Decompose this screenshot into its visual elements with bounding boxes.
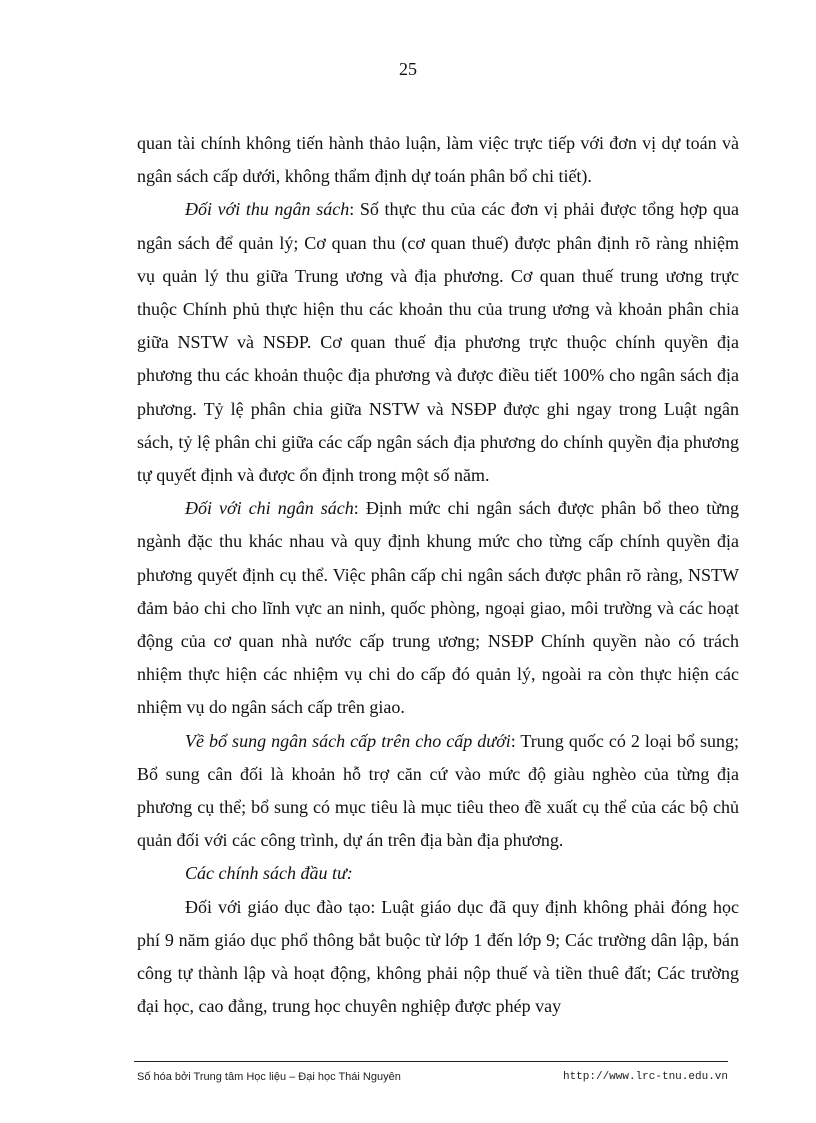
document-body: [137, 127, 739, 1023]
footer-divider: [134, 1061, 728, 1062]
expenditure-text: : Định mức chi ngân sách được phân bổ theo từng ngành đặc thu khác nhau và quy định khung mức cho từng cấp chính quyền địa phương quyết định cụ thể. Việc phân cấp chi ngân sách được phân rõ ràng, NSTW đảm bảo chi cho lĩnh vực an ninh, quốc phòng, ngoại giao, môi trường và các hoạt động của cơ quan nhà nước cấp trung ương; NSĐP Chính quyền nào có trách nhiệm thực hiện các nhiệm vụ chi do cấp đó quản lý, ngoài ra còn thực hiện các nhiệm vụ do ngân sách cấp trên giao.: [137, 498, 739, 718]
paragraph-supplement: [137, 725, 739, 858]
supplement-heading: Về bổ sung ngân sách cấp trên cho cấp dưới: [185, 730, 511, 751]
paragraph-expenditure: [137, 492, 739, 724]
paragraph-continuation: quan tài chính không tiến hành thảo luận, làm việc trực tiếp với đơn vị dự toán và ngân sách cấp dưới, không thẩm định dự toán phân bổ chi tiết).: [137, 133, 739, 187]
supplement-text: : Trung quốc có 2 loại bổ sung; Bổ sung cân đối là khoản hỗ trợ căn cứ vào mức độ giàu nghèo của từng địa phương cụ thể; bổ sung có mục tiêu là mục tiêu theo đề xuất cụ thể của các bộ chủ quản đối với các công trình, dự án trên địa bàn địa phương.: [137, 730, 739, 851]
footer-url: http://www.lrc-tnu.edu.vn: [562, 1071, 728, 1083]
revenue-heading: Đối với thu ngân sách: [185, 199, 350, 220]
paragraph-revenue: [137, 193, 739, 492]
paragraph-education: Đối với giáo dục đào tạo: Luật giáo dục đã quy định không phải đóng học phí 9 năm giáo dục phổ thông bắt buộc từ lớp 1 đến lớp 9; Các trường dân lập, bán công tự thành lập và hoạt động, không phải nộp thuế và tiền thuê đất; Các trường đại học, cao đẳng, trung học chuyên nghiệp được phép vay: [137, 896, 739, 1017]
expenditure-heading: Đối với chi ngân sách: [185, 498, 354, 519]
footer-attribution: Số hóa bởi Trung tâm Học liệu – Đại học Thái Nguyên: [137, 1071, 401, 1083]
investment-policies-heading: Các chính sách đầu tư:: [185, 863, 353, 884]
page-number: 25: [399, 59, 417, 79]
revenue-text: : Số thực thu của các đơn vị phải được tổng hợp qua ngân sách để quản lý; Cơ quan thu (cơ quan thuế) được phân định rõ ràng nhiệm vụ quản lý thu giữa Trung ương và địa phương. Cơ quan thuế trung ương trực thuộc Chính phủ thực hiện thu các khoản thu của trung ương và khoản phân chia giữa NSTW và NSĐP. Cơ quan thuế địa phương trực thuộc chính quyền địa phương thu các khoản thuộc địa phương và được điều tiết 100% cho ngân sách địa phương. Tỷ lệ phân chia giữa NSTW và NSĐP được ghi ngay trong Luật ngân sách, tỷ lệ phân chi giữa các cấp ngân sách địa phương do chính quyền địa phương tự quyết định và được ổn định trong một số năm.: [137, 199, 739, 486]
